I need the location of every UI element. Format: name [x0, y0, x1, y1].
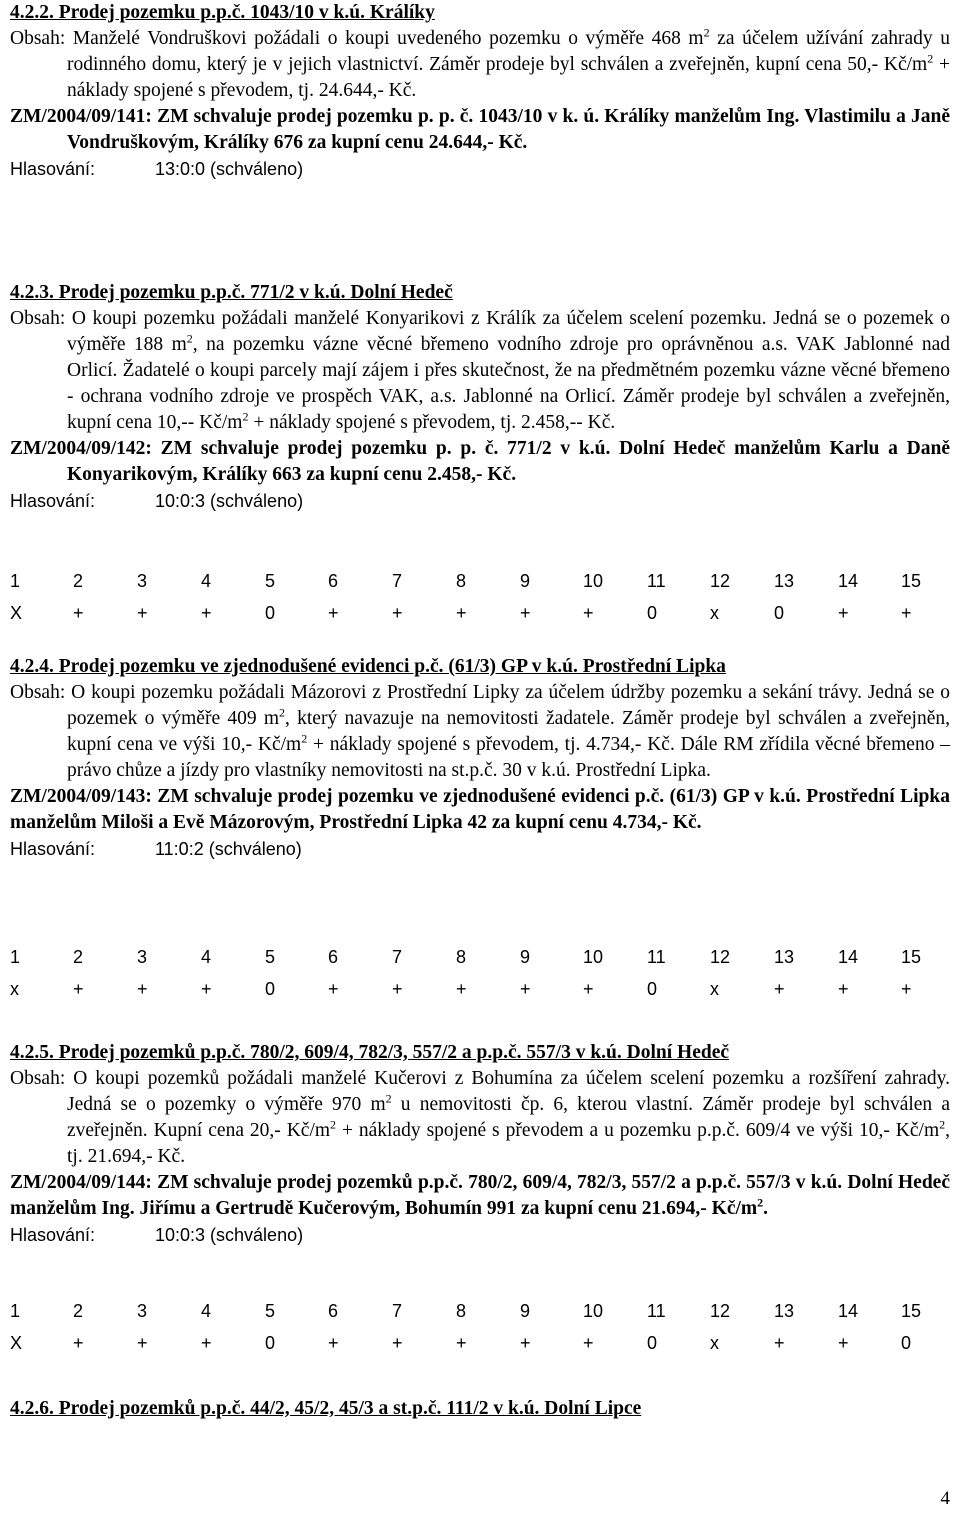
vote-value: +: [520, 603, 531, 623]
content-text: + náklady spojené s převodem a u pozemku p.p.č. 609/4 ve výši 10,- Kč/m: [336, 1120, 940, 1141]
section-content: [10, 680, 950, 784]
content-text: , který navazuje na nemovitosti žadatele. Záměr prodeje byl schválen a zveřejněn, kupní cena ve výši 10,- Kč/m: [67, 708, 950, 755]
vote-member-number: 12: [710, 571, 731, 591]
content-text: Obsah: O koupi pozemku požádali manželé Konyarikovi z Králík za účelem scelení pozemku. Jedná se o pozemek o výměře 188 m: [10, 308, 950, 355]
vote-member-number: 13: [774, 1301, 795, 1321]
vote-member-number: 7: [392, 947, 403, 967]
vote-value: 0: [774, 603, 785, 623]
vote-value: +: [392, 603, 403, 623]
vote-member-number: 5: [265, 571, 276, 591]
vote-member-number: 10: [583, 571, 604, 591]
superscript: 2: [279, 705, 286, 720]
section-heading: 4.2.3. Prodej pozemku p.p.č. 771/2 v k.ú. Dolní Hedeč: [10, 282, 453, 303]
resolution-text: ZM/2004/09/142: ZM schvaluje prodej pozemku p. p. č. 771/2 v k.ú. Dolní Hedeč manželům Karlu a Daně Konyarikovým, Králíky 663 za kupní cenu 2.458,- Kč.: [10, 438, 950, 485]
vote-value: x: [10, 979, 19, 999]
page-number: 4: [940, 1488, 950, 1509]
section-heading: 4.2.4. Prodej pozemku ve zjednodušené evidenci p.č. (61/3) GP v k.ú. Prostřední Lipka: [10, 656, 726, 677]
superscript: 2: [242, 409, 249, 424]
voting-label: Hlasování:: [10, 159, 96, 179]
vote-value: 0: [647, 603, 658, 623]
voting-table: [10, 565, 950, 629]
superscript: 2: [330, 1117, 337, 1132]
content-text: + náklady spojené s převodem, tj. 2.458,-- Kč.: [248, 412, 616, 433]
voting-label: Hlasování:: [10, 491, 96, 511]
vote-member-number: 5: [265, 947, 276, 967]
content-text: Obsah: O koupi pozemku požádali Mázorovi z Prostřední Lipky za účelem údržby pozemku a sekání trávy. Jedná se o pozemek o výměře 409 m: [10, 682, 950, 729]
vote-member-number: 12: [710, 1301, 731, 1321]
vote-member-number: 9: [520, 1301, 531, 1321]
vote-value: +: [328, 1333, 339, 1353]
vote-value: x: [710, 603, 719, 623]
vote-value: 0: [265, 979, 276, 999]
vote-value: +: [583, 979, 594, 999]
resolution-part: .: [763, 1198, 769, 1219]
vote-value: +: [137, 1333, 148, 1353]
voting-label: Hlasování:: [10, 1225, 96, 1245]
superscript: 2: [385, 1091, 392, 1106]
vote-member-number: 1: [10, 571, 21, 591]
vote-member-number: 11: [647, 1301, 666, 1321]
section-4-2-6: [10, 1396, 950, 1422]
section-4-2-3: [10, 280, 950, 514]
vote-member-number: 8: [456, 1301, 467, 1321]
vote-member-number: 3: [137, 1301, 148, 1321]
voting-line: [10, 156, 950, 182]
voting-result: 10:0:3 (schváleno): [155, 1225, 304, 1245]
superscript: 2: [927, 51, 934, 66]
resolution-text: ZM/2004/09/141: ZM schvaluje prodej pozemku p. p. č. 1043/10 v k. ú. Králíky manželům Ing. Vlastimilu a Janě Vondruškovým, Králíky 676 za kupní cenu 24.644,- Kč.: [10, 106, 950, 153]
content-text: Obsah: Manželé Vondruškovi požádali o koupi uvedeného pozemku o výměře 468 m: [10, 28, 704, 49]
voting-label: Hlasování:: [10, 839, 96, 859]
vote-member-number: 4: [201, 571, 212, 591]
vote-member-number: 10: [583, 947, 604, 967]
vote-value: 0: [647, 1333, 658, 1353]
content-text: , na pozemku vázne věcné břemeno vodního zdroje pro oprávněnou a.s. VAK Jablonné nad Orlicí. Žadatelé o koupi parcely mají zájem i přes skutečnost, že na předmětném pozemku vázne věcné břemeno - ochrana vodního zdroje ve prospěch VAK, a.s. Jablonné na Orlicí. Záměr prodeje byl schválen a zveřejněn, kupní cena 10,-- Kč/m: [67, 334, 950, 433]
vote-value: +: [392, 979, 403, 999]
resolution-text: ZM/2004/09/143: ZM schvaluje prodej pozemku ve zjednodušené evidenci p.č. (61/3) GP v k.ú. Prostřední Lipka manželům Miloši a Evě Mázorovým, Prostřední Lipka 42 za kupní cenu 4.734,- Kč.: [10, 786, 950, 833]
vote-member-number: 6: [328, 947, 339, 967]
vote-member-number: 5: [265, 1301, 276, 1321]
voting-line: [10, 836, 950, 862]
voting-table: [10, 1295, 950, 1359]
vote-value: +: [456, 979, 467, 999]
voting-result: 11:0:2 (schváleno): [155, 839, 302, 859]
vote-member-number: 13: [774, 947, 795, 967]
vote-value: X: [10, 1333, 23, 1353]
vote-member-number: 3: [137, 947, 148, 967]
vote-member-number: 14: [838, 947, 859, 967]
vote-member-number: 11: [647, 571, 666, 591]
superscript: 2: [703, 25, 710, 40]
content-text: + náklady spojené s převodem, tj. 4.734,- Kč. Dále RM zřídila věcné břemeno – právo chůze a jízdy pro vlastníky nemovitosti na st.p.č. 30 v k.ú. Prostřední Lipka.: [67, 734, 950, 781]
vote-member-number: 2: [73, 1301, 84, 1321]
vote-value: +: [838, 1333, 849, 1353]
voting-values-row: [10, 1327, 950, 1359]
section-heading: 4.2.2. Prodej pozemku p.p.č. 1043/10 v k.ú. Králíky: [10, 2, 435, 23]
vote-value: +: [73, 1333, 84, 1353]
vote-member-number: 3: [137, 571, 148, 591]
vote-member-number: 4: [201, 947, 212, 967]
vote-value: +: [392, 1333, 403, 1353]
vote-value: 0: [901, 1333, 912, 1353]
vote-value: +: [73, 603, 84, 623]
section-content: [10, 306, 950, 436]
vote-member-number: 8: [456, 571, 467, 591]
section-4-2-5: [10, 1040, 950, 1248]
superscript: 2: [186, 331, 193, 346]
superscript: 2: [757, 1195, 764, 1210]
vote-member-number: 15: [901, 947, 922, 967]
vote-member-number: 9: [520, 571, 531, 591]
voting-result: 13:0:0 (schváleno): [155, 159, 304, 179]
vote-member-number: 7: [392, 1301, 403, 1321]
section-4-2-2: [10, 0, 950, 182]
content-text: u nemovitosti čp. 6, kterou vlastní. Záměr prodeje byl schválen a zveřejněn. Kupní cena 20,- Kč/m: [67, 1094, 950, 1141]
vote-member-number: 6: [328, 571, 339, 591]
superscript: 2: [939, 1117, 946, 1132]
vote-value: +: [774, 1333, 785, 1353]
section-heading: 4.2.5. Prodej pozemků p.p.č. 780/2, 609/4, 782/3, 557/2 a p.p.č. 557/3 v k.ú. Dolní Hedeč: [10, 1042, 730, 1063]
vote-value: +: [774, 979, 785, 999]
vote-value: +: [520, 979, 531, 999]
voting-members-row: [10, 1295, 950, 1327]
vote-value: X: [10, 603, 23, 623]
voting-values-row: [10, 973, 950, 1005]
vote-member-number: 11: [647, 947, 666, 967]
vote-value: +: [838, 979, 849, 999]
vote-member-number: 15: [901, 571, 922, 591]
vote-value: +: [201, 603, 212, 623]
vote-member-number: 14: [838, 571, 859, 591]
vote-value: x: [710, 979, 719, 999]
vote-member-number: 7: [392, 571, 403, 591]
content-text: Obsah: O koupi pozemků požádali manželé Kučerovi z Bohumína za účelem scelení pozemku a rozšíření zahrady. Jedná se o pozemky o výměře 970 m: [10, 1068, 950, 1115]
vote-value: +: [328, 979, 339, 999]
section-4-2-4: [10, 654, 950, 862]
voting-members-row: [10, 565, 950, 597]
vote-value: +: [901, 603, 912, 623]
vote-value: +: [456, 1333, 467, 1353]
resolution-part: ZM/2004/09/144: ZM schvaluje prodej pozemků p.p.č. 780/2, 609/4, 782/3, 557/2 a p.p.č. 557/3 v k.ú. Dolní Hedeč manželům Ing. Jiřímu a Gertrudě Kučerovým, Bohumín 991 za kupní cenu 21.694,- Kč/m: [10, 1172, 950, 1219]
resolution-text: [10, 1170, 950, 1222]
vote-value: +: [901, 979, 912, 999]
vote-member-number: 1: [10, 947, 21, 967]
voting-line: [10, 1222, 950, 1248]
vote-member-number: 15: [901, 1301, 922, 1321]
superscript: 2: [301, 731, 308, 746]
vote-value: +: [456, 603, 467, 623]
vote-member-number: 2: [73, 947, 84, 967]
vote-value: +: [201, 1333, 212, 1353]
vote-member-number: 12: [710, 947, 731, 967]
content-text: + náklady spojené s převodem, tj. 24.644,- Kč.: [67, 54, 950, 101]
section-heading: 4.2.6. Prodej pozemků p.p.č. 44/2, 45/2, 45/3 a st.p.č. 111/2 v k.ú. Dolní Lipce: [10, 1398, 642, 1419]
vote-value: +: [583, 1333, 594, 1353]
section-content: [10, 1066, 950, 1170]
vote-member-number: 6: [328, 1301, 339, 1321]
voting-members-row: [10, 941, 950, 973]
vote-value: +: [137, 603, 148, 623]
voting-table: [10, 941, 950, 1005]
vote-value: +: [73, 979, 84, 999]
vote-value: +: [201, 979, 212, 999]
vote-member-number: 1: [10, 1301, 21, 1321]
vote-member-number: 8: [456, 947, 467, 967]
content-text: , tj. 21.694,- Kč.: [67, 1120, 950, 1167]
vote-value: +: [520, 1333, 531, 1353]
vote-member-number: 13: [774, 571, 795, 591]
voting-line: [10, 488, 950, 514]
voting-result: 10:0:3 (schváleno): [155, 491, 304, 511]
vote-value: +: [583, 603, 594, 623]
vote-value: +: [838, 603, 849, 623]
voting-values-row: [10, 597, 950, 629]
vote-member-number: 10: [583, 1301, 604, 1321]
vote-member-number: 4: [201, 1301, 212, 1321]
section-content: [10, 26, 950, 104]
vote-value: 0: [265, 603, 276, 623]
vote-value: +: [137, 979, 148, 999]
vote-value: +: [328, 603, 339, 623]
vote-value: x: [710, 1333, 719, 1353]
vote-value: 0: [265, 1333, 276, 1353]
vote-member-number: 2: [73, 571, 84, 591]
vote-member-number: 14: [838, 1301, 859, 1321]
content-text: za účelem užívání zahrady u rodinného domu, který je v jejich vlastnictví. Záměr prodeje byl schválen a zveřejněn, kupní cena 50,- Kč/m: [67, 28, 950, 75]
vote-member-number: 9: [520, 947, 531, 967]
vote-value: 0: [647, 979, 658, 999]
